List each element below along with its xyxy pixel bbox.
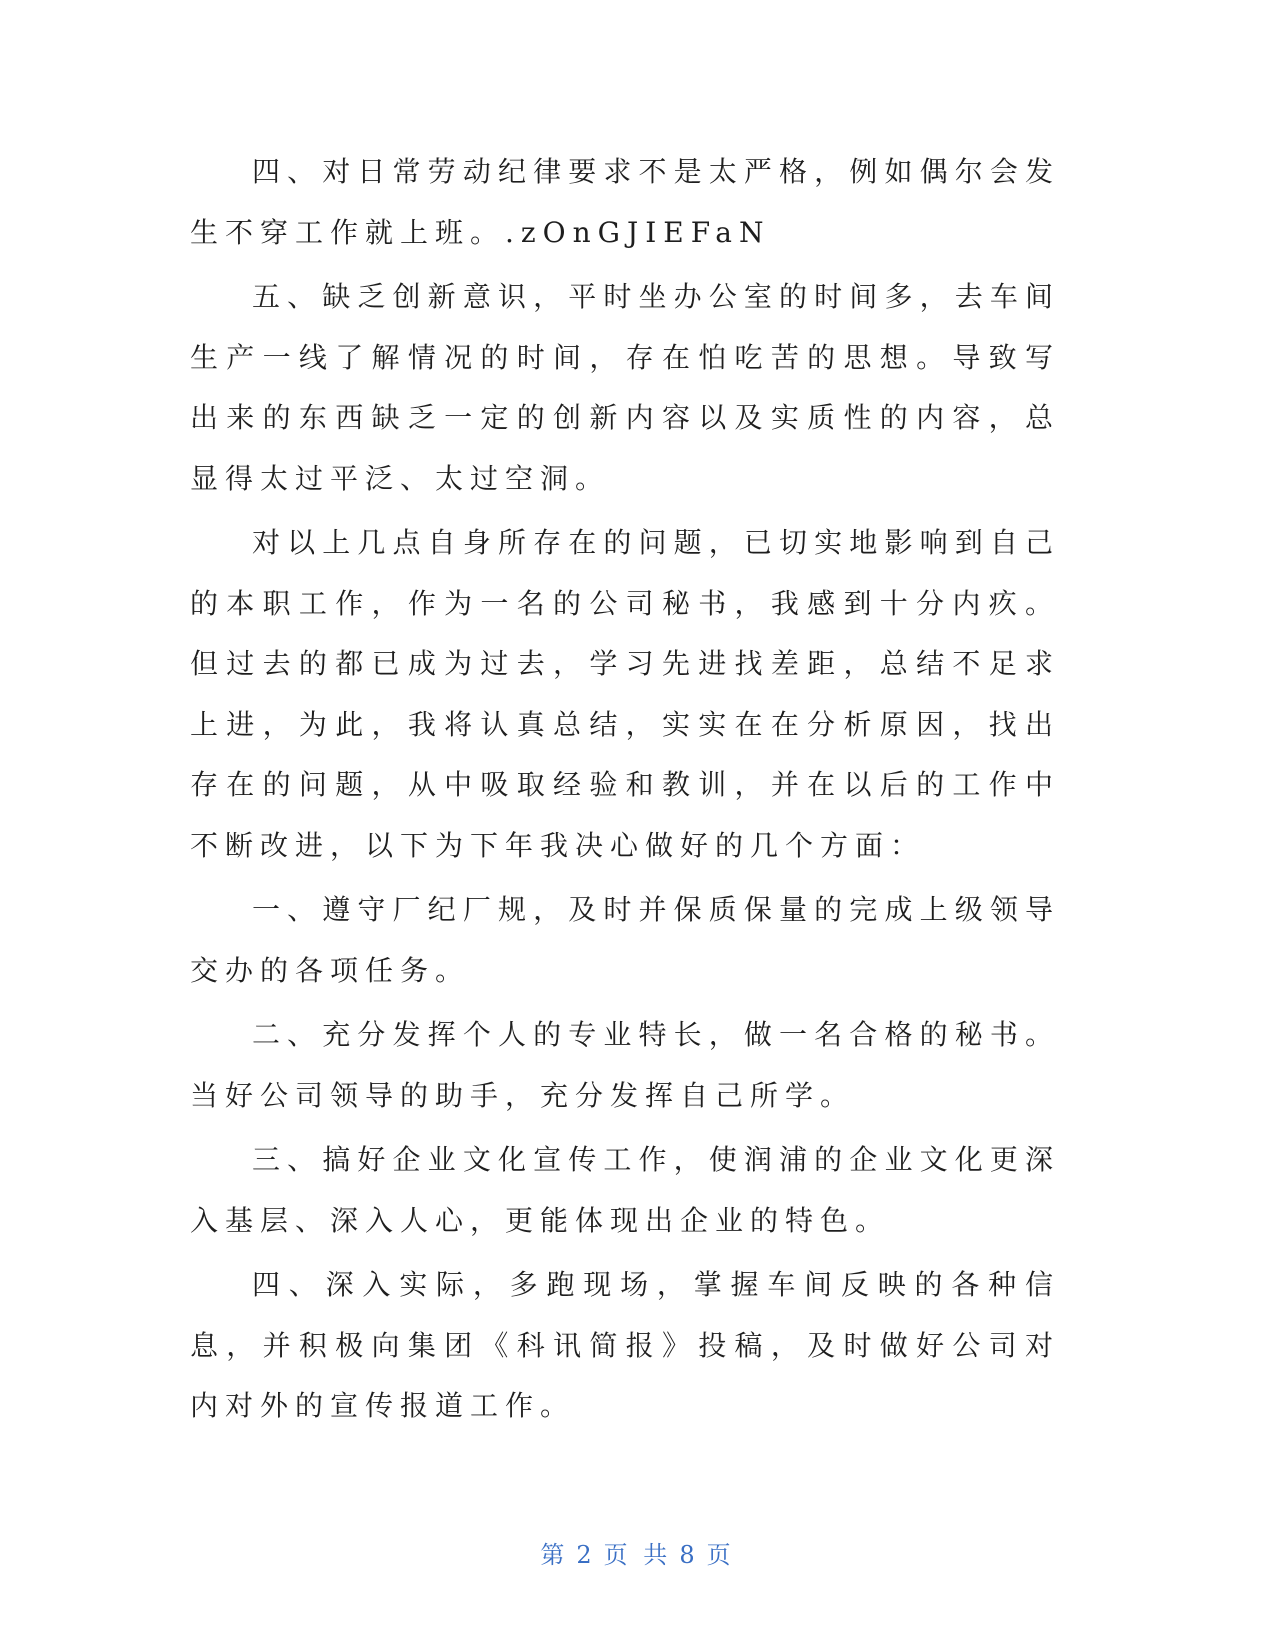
paragraph-goal-3: 三、搞好企业文化宣传工作，使润浦的企业文化更深入基层、深入人心，更能体现出企业的特色。	[190, 1143, 1060, 1237]
paragraph-innovation: 五、缺乏创新意识，平时坐办公室的时间多，去车间生产一线了解情况的时间，存在怕吃苦的思想。导致写出来的东西缺乏一定的创新内容以及实质性的内容，总显得太过平泛、太过空洞。	[190, 280, 1060, 495]
footer-middle: 页 共	[603, 1541, 672, 1569]
document-body	[190, 142, 1060, 1441]
paragraph-goal-1: 一、遵守厂纪厂规，及时并保质保量的完成上级领导交办的各项任务。	[190, 893, 1060, 987]
page-footer	[0, 1535, 1275, 1570]
footer-prefix: 第	[540, 1541, 569, 1569]
footer-suffix: 页	[706, 1541, 735, 1569]
paragraph-reflection: 对以上几点自身所存在的问题，已切实地影响到自己的本职工作，作为一名的公司秘书，我感到十分内疚。但过去的都已成为过去，学习先进找差距，总结不足求上进，为此，我将认真总结，实实在在分析原因，找出存在的问题，从中吸取经验和教训，并在以后的工作中不断改进，以下为下年我决心做好的几个方面：	[190, 526, 1060, 862]
paragraph-discipline: 四、对日常劳动纪律要求不是太严格，例如偶尔会发生不穿工作就上班。.zOnGJIEFaN	[190, 155, 1060, 249]
footer-current-page: 2	[576, 1541, 596, 1569]
paragraph-goal-4: 四、深入实际，多跑现场，掌握车间反映的各种信息，并积极向集团《科讯简报》投稿，及时做好公司对内对外的宣传报道工作。	[190, 1268, 1060, 1422]
paragraph-goal-2: 二、充分发挥个人的专业特长，做一名合格的秘书。当好公司领导的助手，充分发挥自己所学。	[190, 1018, 1060, 1112]
footer-total-pages: 8	[679, 1541, 699, 1569]
